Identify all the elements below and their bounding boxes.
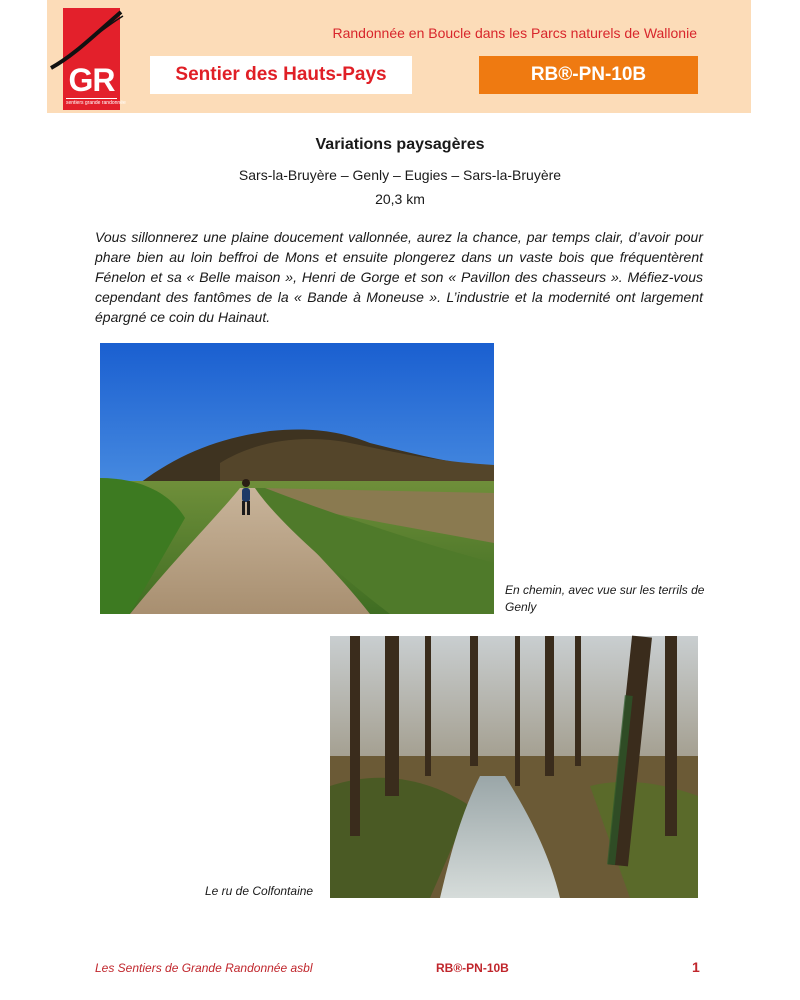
photo-forest-stream [330, 636, 698, 898]
page-title: Variations paysagères [315, 136, 485, 153]
route-stops: Sars-la-Bruyère – Genly – Eugies – Sars-la-Bruyère [238, 167, 562, 183]
trail-name: Sentier des Hauts-Pays [150, 56, 412, 94]
photo-caption-path: En chemin, avec vue sur les terrils de Genly [505, 583, 705, 614]
gr-logo [63, 8, 126, 110]
photo-path-field [100, 343, 494, 614]
footer-route-code: RB®-PN-10B [436, 961, 509, 975]
gr-logo-tagline: sentiers grande randonnée [66, 100, 126, 106]
photo-caption-stream: Le ru de Colfontaine [205, 884, 314, 898]
gr-logo-text: GR [68, 62, 115, 98]
route-distance: 20,3 km [375, 191, 425, 207]
footer-organization: Les Sentiers de Grande Randonnée asbl [95, 961, 313, 975]
banner-subtitle: Randonnée en Boucle dans les Parcs naturels de Wallonie [332, 25, 697, 41]
header-banner [47, 0, 751, 113]
route-code-badge: RB®-PN-10B [479, 56, 698, 94]
page-number: 1 [692, 959, 700, 975]
intro-paragraph: Vous sillonnerez une plaine doucement vallonnée, aurez la chance, par temps clair, d’avoir pour phare bien au loin beffroi de Mons et ensuite plongerez dans un vaste bois que fréquentèrent Fénelon et sa « Belle maison », Henri de Gorge et son « Pavillon des chasseurs ». Méfiez-vous cependant des fantômes de la « Bande à Moneuse ». L’industrie et la modernité ont largement épargné ce coin du Hainaut. [95, 229, 703, 325]
